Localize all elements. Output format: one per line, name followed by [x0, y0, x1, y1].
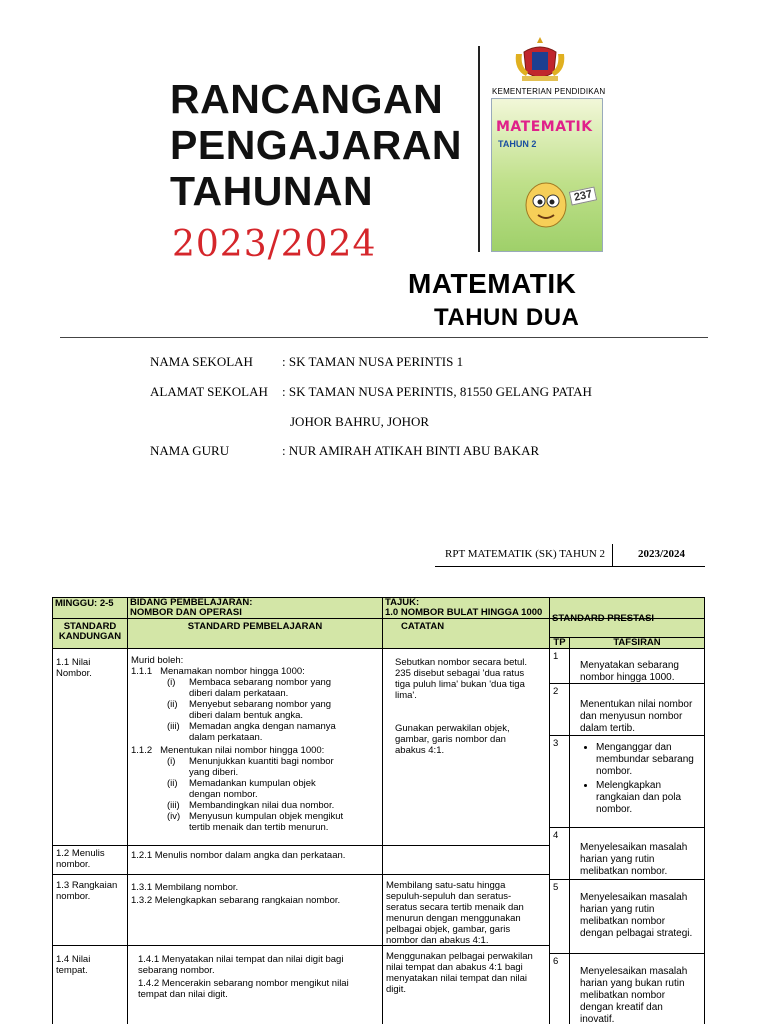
- header-sk-text: STANDARD KANDUNGAN: [58, 621, 122, 642]
- sk-cell-1-4: [52, 945, 128, 1024]
- sp-subitem-text: Menunjukkan kuantiti bagi nombor yang diberi.: [189, 756, 334, 778]
- tp-level-cell: [549, 827, 570, 880]
- page-header-right: 2023/2024: [638, 548, 686, 560]
- tafsiran-text: Menyelesaikan masalah harian yang rutin melibatkan nombor dengan pelbagai strategi.: [580, 892, 693, 939]
- bidang-cell: [127, 597, 383, 619]
- tafsiran-cell: [569, 953, 705, 1024]
- sp-subitem-num: (ii): [167, 778, 178, 789]
- tp-level-cell: [549, 735, 570, 828]
- ministry-crest-logo: [512, 34, 568, 84]
- subject-year: TAHUN DUA: [434, 304, 580, 331]
- header-tp-text: TP: [553, 637, 566, 648]
- title-line-1: RANCANGAN: [170, 76, 444, 122]
- header-prestasi-text: STANDARD PRESTASI: [552, 613, 655, 624]
- bidang-label: BIDANG PEMBELAJARAN:: [130, 597, 253, 608]
- tafsiran-cell: [569, 879, 705, 954]
- subject-title: MATEMATIK: [408, 268, 577, 299]
- tafsiran-text: Menentukan nilai nombor dan menyusun nombor dalam tertib.: [580, 699, 693, 734]
- info-label: NAMA GURU: [150, 443, 230, 458]
- sp-sublist: [131, 677, 379, 743]
- sp-subitem-text: Memadankan kumpulan objek dengan nombor.: [189, 778, 316, 800]
- tajuk-value: 1.0 NOMBOR BULAT HINGGA 1000: [385, 607, 543, 618]
- book-title: MATEMATIK: [496, 119, 593, 135]
- document-title: [170, 76, 462, 214]
- book-number-badge: 237: [569, 186, 598, 205]
- sp-code: 1.1.2: [131, 745, 153, 756]
- sp-subitem: [167, 778, 379, 800]
- tafsiran-cell: [569, 827, 705, 880]
- sp-content: [128, 649, 382, 835]
- sp-subitem: [167, 811, 379, 833]
- header-standard-prestasi: [549, 613, 705, 638]
- rpt-table: [52, 597, 705, 1024]
- ministry-label: KEMENTERIAN PENDIDIKAN: [492, 87, 606, 96]
- tafsiran-bullet-list: [570, 736, 704, 816]
- page-header-separator: [612, 544, 613, 566]
- info-label: NAMA SEKOLAH: [150, 354, 253, 369]
- sk-text: 1.2 Menulis nombor.: [56, 848, 105, 870]
- tafsiran-cell: [569, 648, 705, 684]
- sp-subitem-num: (ii): [167, 699, 178, 710]
- sp-subitem-text: Menyusun kumpulan objek mengikut tertib menaik dan tertib menurun.: [189, 811, 344, 833]
- tp-level-cell: [549, 648, 570, 684]
- header-standard-kandungan: [52, 618, 128, 649]
- tp-level: 2: [553, 686, 559, 697]
- tafsiran-text: Menyelesaikan masalah harian yang bukan rutin melibatkan nombor dengan kreatif dan inovatif.: [580, 966, 688, 1024]
- catatan-text: Menggunakan pelbagai perwakilan nilai tempat dan abakus 4:1 bagi menyatakan nilai tempat dan nilai digit.: [386, 951, 533, 995]
- tp-level: 4: [553, 830, 559, 841]
- sp-subitem: [167, 721, 379, 743]
- header-catatan-text: CATATAN: [401, 621, 445, 632]
- header-standard-pembelajaran: [127, 618, 383, 649]
- cover-divider: [478, 46, 480, 252]
- tafsiran-cell: [569, 683, 705, 736]
- sp-subitem-text: Membandingkan nilai dua nombor.: [189, 800, 335, 811]
- textbook-cover-image: [491, 98, 603, 252]
- tp-level: 3: [553, 738, 559, 749]
- sp-code: 1.1.1: [131, 666, 153, 677]
- tafsiran-text: Menyelesaikan masalah harian yang rutin melibatkan nombor.: [580, 842, 688, 877]
- catatan-text: [383, 846, 549, 850]
- bidang-value: NOMBOR DAN OPERASI: [130, 607, 242, 618]
- horizontal-rule: [60, 337, 708, 338]
- tp-level-cell: [549, 683, 570, 736]
- sp-subitem-num: (iii): [167, 721, 180, 732]
- sp-subitem-text: Memadan angka dengan namanya dalam perkataan.: [189, 721, 336, 743]
- tajuk-label: TAJUK:: [385, 597, 420, 608]
- info-value: : NUR AMIRAH ATIKAH BINTI ABU BAKAR: [282, 443, 540, 458]
- minggu-cell: [52, 597, 128, 619]
- sp-cell-1-1: [127, 648, 383, 846]
- page-header-left: RPT MATEMATIK (SK) TAHUN 2: [445, 548, 606, 560]
- info-label: ALAMAT SEKOLAH: [150, 384, 268, 399]
- sp-cell-1-3: [127, 874, 383, 946]
- tafsiran-text: Menyatakan sebarang nombor hingga 1000.: [580, 660, 679, 683]
- sp-text-b: 1.4.2 Mencerakin sebarang nombor mengikut nilai tempat dan nilai digit.: [138, 978, 349, 1000]
- tp-level: 6: [553, 956, 559, 967]
- academic-year: 2023/2024: [172, 224, 377, 265]
- page-header-rule: [435, 566, 705, 567]
- sp-text-a: 1.4.1 Menyatakan nilai tempat dan nilai digit bagi sebarang nombor.: [138, 954, 344, 976]
- info-value: : SK TAMAN NUSA PERINTIS 1: [282, 354, 464, 369]
- tp-level: 5: [553, 882, 559, 893]
- sp-intro: Murid boleh:: [131, 655, 184, 666]
- sp-cell-1-2: [127, 845, 383, 875]
- header-catatan: [382, 618, 550, 649]
- sp-subitem-num: (iii): [167, 800, 180, 811]
- sp-item-1-1-2: [131, 745, 379, 756]
- sp-text: Menentukan nilai nombor hingga 1000:: [160, 745, 325, 756]
- tp-level-cell: [549, 879, 570, 954]
- sp-subitem-num: (i): [167, 756, 176, 767]
- sp-cell-1-4: [127, 945, 383, 1024]
- sp-text-b: 1.3.2 Melengkapkan sebarang rangkaian nombor.: [131, 895, 341, 906]
- title-line-2: PENGAJARAN: [170, 122, 463, 168]
- sk-cell-1-3: [52, 874, 128, 946]
- catatan-cell-1-3: [382, 874, 550, 946]
- catatan-cell-1-1: [382, 648, 550, 846]
- tafsiran-cell: [569, 735, 705, 828]
- sp-subitem: [167, 800, 379, 811]
- title-line-3: TAHUNAN: [170, 168, 374, 214]
- sp-subitem: [167, 756, 379, 778]
- sk-text: 1.1 Nilai Nombor.: [56, 657, 92, 679]
- sk-cell-1-1: [52, 648, 128, 846]
- info-value: : SK TAMAN NUSA PERINTIS, 81550 GELANG PATAH: [282, 384, 592, 399]
- book-mascot-icon: [518, 169, 574, 239]
- tajuk-cell: [382, 597, 550, 619]
- book-subtitle: TAHUN 2: [498, 139, 537, 149]
- catatan-text-1: Sebutkan nombor secara betul. 235 disebut sebagai 'dua ratus tiga puluh lima' bukan 'dua tiga lima'.: [395, 657, 528, 701]
- tp-level-cell: [549, 953, 570, 1024]
- sp-text-a: 1.3.1 Membilang nombor.: [131, 882, 239, 893]
- header-sp-text: STANDARD PEMBELAJARAN: [187, 621, 323, 632]
- minggu-text: MINGGU: 2-5: [55, 598, 114, 609]
- sp-subitem-text: Membaca sebarang nombor yang diberi dalam perkataan.: [189, 677, 332, 699]
- sp-item-1-1-1: [131, 666, 379, 677]
- info-value: JOHOR BAHRU, JOHOR: [290, 414, 430, 429]
- sp-subitem: [167, 699, 379, 721]
- sp-subitem-num: (i): [167, 677, 176, 688]
- catatan-cell-1-2: [382, 845, 550, 875]
- sp-subitem: [167, 677, 379, 699]
- tafsiran-bullet: • Melengkapkan rangkaian dan pola nombor.: [596, 780, 698, 816]
- tp-level: 1: [553, 651, 559, 662]
- tafsiran-bullet: • Menganggar dan membundar sebarang nombor.: [596, 742, 698, 778]
- sk-text: 1.3 Rangkaian nombor.: [56, 880, 118, 902]
- sp-text: 1.2.1 Menulis nombor dalam angka dan perkataan.: [131, 850, 346, 861]
- sp-sublist: [131, 756, 379, 833]
- sk-text: 1.4 Nilai tempat.: [56, 954, 91, 976]
- sp-subitem-text: Menyebut sebarang nombor yang diberi dalam bentuk angka.: [189, 699, 332, 721]
- catatan-text-2: Gunakan perwakilan objek, gambar, garis nombor dan abakus 4:1.: [395, 723, 510, 756]
- sp-text: Menamakan nombor hingga 1000:: [160, 666, 305, 677]
- sp-subitem-num: (iv): [167, 811, 181, 822]
- catatan-cell-1-4: [382, 945, 550, 1024]
- sk-cell-1-2: [52, 845, 128, 875]
- header-tafsiran-text: TAFSIRAN: [613, 637, 661, 648]
- catatan-text: Membilang satu-satu hingga sepuluh-sepuluh dan seratus-seratus secara tertib menaik dan menurun dengan menggunakan pelbagai objek, gambar, garis nombor dan abakus 4:1.: [386, 880, 524, 946]
